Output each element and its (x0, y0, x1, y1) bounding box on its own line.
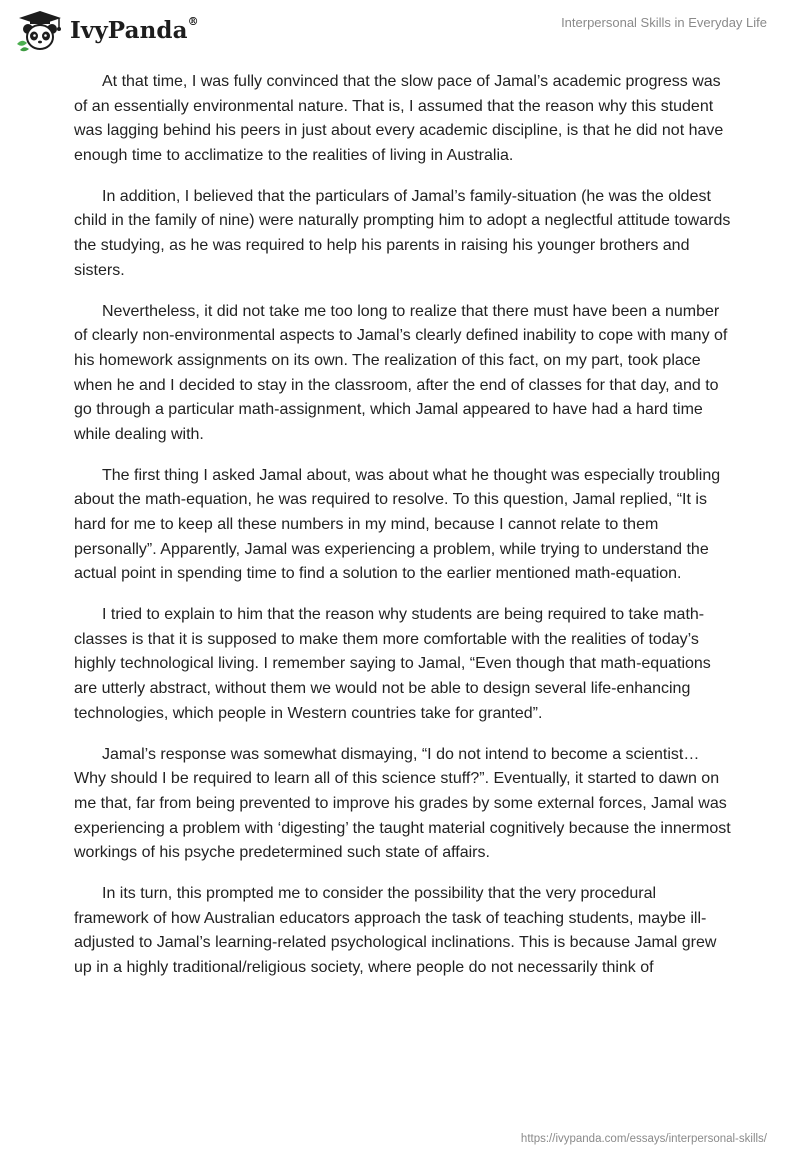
paragraph: In its turn, this prompted me to consider the possibility that the very procedural framework of how Australian educators approach the task of teaching students, maybe ill-adjusted to Jamal’s learning-related psychological inclinations. This is because Jamal grew up in a highly traditional/religious society, where people do not necessarily think of (74, 885, 717, 976)
panda-graduate-icon (14, 8, 66, 52)
paragraph: The first thing I asked Jamal about, was about what he thought was especially troubling about the math-equation, he was required to resolve. To this question, Jamal replied, “It is hard for me to keep all these numbers in my mind, because I cannot relate to them personally”. Apparently, Jamal was experiencing a problem, while trying to understand the actual point in spending time to find a solution to the earlier mentioned math-equation. (74, 466, 721, 583)
logo-text: IvyPanda (70, 16, 188, 44)
ivypanda-logo[interactable] (14, 8, 199, 52)
document-title: Interpersonal Skills in Everyday Life (561, 15, 767, 30)
page-header (0, 0, 800, 60)
paragraph: Jamal’s response was somewhat dismaying, “I do not intend to become a scientist… Why should I be required to learn all of this science stuff?”. Eventually, it started to dawn on me that, far from being prevented to improve his grades by some external forces, Jamal was experiencing a problem with ‘digesting’ the taught material cognitively because the innermost workings of his psyche predetermined such state of affairs. (74, 745, 731, 862)
paragraph: I tried to explain to him that the reason why students are being required to take math-classes is that it is supposed to make them more comfortable with the realities of today’s highly technological living. I remember saying to Jamal, “Even though that math-equations are utterly abstract, without them we would not be able to design several life-enhancing technologies, which people in Western countries take for granted”. (74, 606, 711, 722)
source-url[interactable]: https://ivypanda.com/essays/interpersonal-skills/ (520, 1133, 767, 1145)
paragraph: At that time, I was fully convinced that the slow pace of Jamal’s academic progress was of an essentially environmental nature. That is, I assumed that the reason why this student was lagging behind his peers in just about every academic discipline, is that he did not have enough time to acclimatize to the realities of living in Australia. (74, 73, 724, 164)
paragraph: Nevertheless, it did not take me too long to realize that there must have been a number of clearly non-environmental aspects to Jamal’s clearly defined inability to cope with many of his homework assignments on its own. The realization of this fact, on my part, took place when he and I decided to stay in the classroom, after the end of classes for that day, and to go through a particular math-assignment, which Jamal appeared to have had a hard time while dealing with. (74, 302, 728, 443)
essay-body (74, 70, 734, 997)
paragraph: In addition, I believed that the particulars of Jamal’s family-situation (he was the oldest child in the family of nine) were naturally prompting him to adopt a neglectful attitude towards the studying, as he was required to help his parents in raising his younger brothers and sisters. (74, 187, 731, 279)
registered-mark: ® (187, 14, 199, 28)
logo-wordmark (70, 14, 199, 44)
